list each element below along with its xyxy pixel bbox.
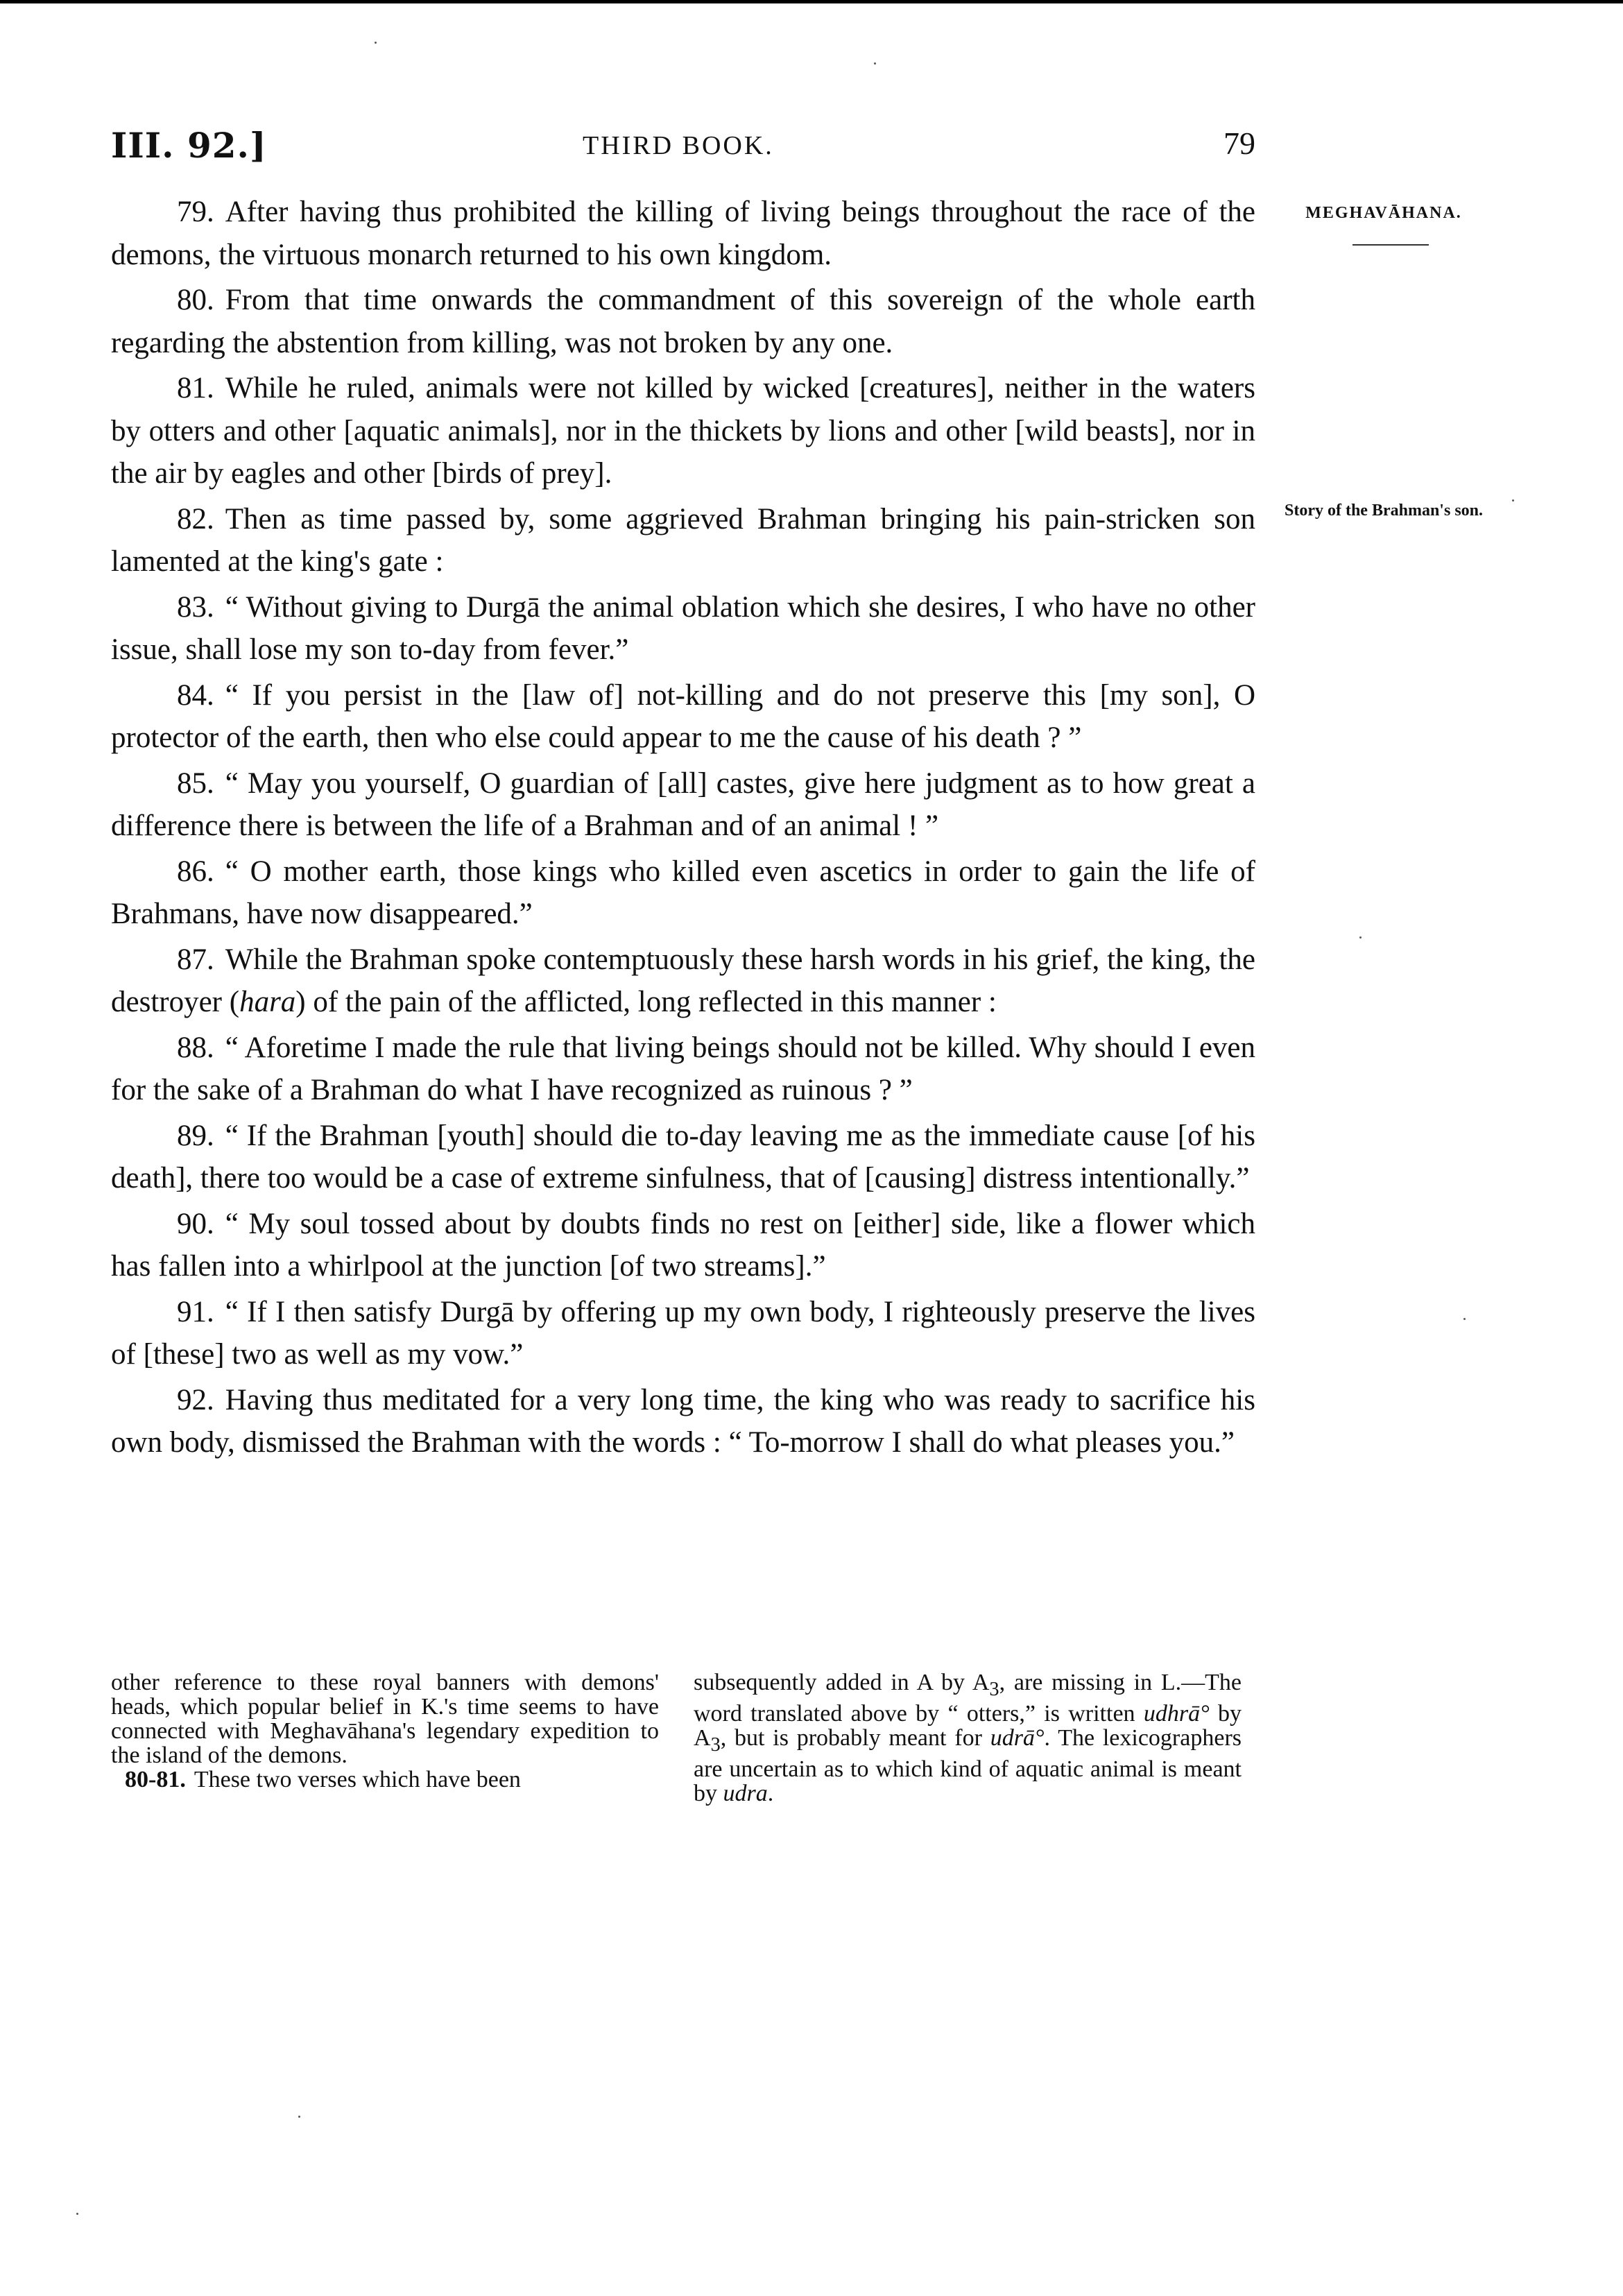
verse-number: 81.	[177, 372, 214, 404]
verse-text-pre: While the Brahman spoke contemptuously these harsh words in his grief, the king, the destroyer (	[111, 943, 1255, 1018]
verse-86	[111, 850, 1255, 936]
verse-text: “ Without giving to Durgā the animal oblation which she desires, I who have no other issue, shall lose my son to-day from fever.”	[111, 590, 1255, 666]
verse-number: 90.	[177, 1207, 214, 1240]
verse-number: 92.	[177, 1383, 214, 1416]
verse-89	[111, 1115, 1255, 1200]
footnote-number: 80-81.	[125, 1767, 186, 1792]
verse-number: 80.	[177, 284, 214, 316]
verse-text: “ My soul tossed about by doubts finds no rest on [either] side, like a flower which has fallen into a whirlpool at the junction [of two streams].”	[111, 1207, 1255, 1283]
verse-number: 82.	[177, 502, 214, 536]
verse-text: “ If you persist in the [law of] not-killing and do not preserve this [my son], O protector of the earth, then who else could appear to me the cause of his death ? ”	[111, 678, 1255, 754]
header-book-title: THIRD BOOK.	[583, 131, 774, 160]
verse-88	[111, 1027, 1255, 1112]
footnote-continuation: other reference to these royal banners with demons' heads, which popular belief in K.'s time seems to have connected with Meghavāhana's legendary expedition to the island of the demons.	[111, 1670, 659, 1768]
scan-speck	[1359, 936, 1362, 939]
verse-text: “ If the Brahman [youth] should die to-day leaving me as the immediate cause [of his death], there too would be a case of extreme sinfulness, that of [causing] distress intentionally.”	[111, 1119, 1255, 1194]
scan-speck	[1512, 499, 1514, 502]
verse-number: 91.	[177, 1295, 214, 1328]
verse-87	[111, 939, 1255, 1024]
scan-speck	[76, 2213, 78, 2215]
scan-speck	[375, 42, 377, 44]
verse-text: While he ruled, animals were not killed by wicked [creatures], neither in the waters by otters and other [aquatic animals], nor in the thickets by lions and other [wild beasts], nor in the air by eagles and other [birds of prey].	[111, 372, 1255, 490]
page-number: 79	[1223, 126, 1255, 161]
margin-note-rule	[1352, 244, 1429, 246]
verse-79	[111, 191, 1255, 276]
scan-speck	[874, 62, 876, 65]
verse-text: Then as time passed by, some aggrieved Brahman bringing his pain-stricken son lamented at the king's gate :	[111, 502, 1255, 578]
verse-85	[111, 762, 1255, 848]
margin-note-meghavahana: MEGHAVĀHANA.	[1305, 204, 1462, 222]
footnote-text: . The lexicographers are uncertain as to which kind of aquatic animal is meant by	[694, 1724, 1242, 1806]
main-text	[111, 191, 1255, 1467]
verse-80	[111, 279, 1255, 364]
footnote-text: , are missing in L.—The word translated above by “ otters,” is written	[694, 1670, 1242, 1727]
top-border-rule	[0, 0, 1623, 3]
scan-speck	[1463, 1318, 1466, 1320]
verse-text: “ If I then satisfy Durgā by offering up my own body, I righteously preserve the lives of [these] two as well as my vow.”	[111, 1295, 1255, 1371]
margin-note-brahman-son: Story of the Brahman's son.	[1284, 502, 1484, 520]
verse-90	[111, 1203, 1255, 1288]
verse-number: 83.	[177, 590, 214, 624]
verse-text: From that time onwards the commandment of this sovereign of the whole earth regarding the abstention from killing, was not broken by any one.	[111, 284, 1255, 359]
verse-number: 89.	[177, 1119, 214, 1152]
footnote-continued-text	[694, 1670, 1242, 1806]
footnote-column-right	[694, 1670, 1242, 1806]
scan-speck	[298, 2116, 300, 2118]
verse-84	[111, 674, 1255, 760]
verse-text-post: ) of the pain of the afflicted, long reflected in this manner :	[295, 986, 997, 1018]
verse-text: After having thus prohibited the killing of living beings throughout the race of the demons, the virtuous monarch returned to his own kingdom.	[111, 196, 1255, 271]
footnote-80-81	[111, 1767, 659, 1792]
verse-81	[111, 367, 1255, 495]
footnote-column-left	[111, 1670, 659, 1792]
verse-number: 88.	[177, 1031, 214, 1064]
italic-term: udrā°	[990, 1724, 1045, 1751]
verse-91	[111, 1291, 1255, 1376]
verse-92	[111, 1379, 1255, 1464]
verse-text-italic: hara	[239, 986, 296, 1018]
footnote-text: These two verses which have been	[194, 1767, 521, 1792]
subscript: 3	[989, 1678, 999, 1700]
italic-term: udra	[723, 1780, 768, 1806]
verse-text: “ Aforetime I made the rule that living beings should not be killed. Why should I even for the sake of a Brahman do what I have recognized as ruinous ? ”	[111, 1031, 1255, 1106]
verse-number: 86.	[177, 855, 214, 888]
verse-number: 85.	[177, 766, 214, 800]
subscript: 3	[710, 1733, 721, 1756]
footnote-text: by A	[694, 1700, 1242, 1751]
verse-83	[111, 586, 1255, 671]
verse-text: “ O mother earth, those kings who killed even ascetics in order to gain the life of Brahmans, have now disappeared.”	[111, 855, 1255, 930]
verse-82	[111, 498, 1255, 583]
footnote-text: subsequently added in A by A	[694, 1670, 990, 1695]
header-section-ref: III. 92.]	[111, 125, 267, 166]
italic-term: udhrā°	[1143, 1700, 1210, 1727]
verse-text: Having thus meditated for a very long time, the king who was ready to sacrifice his own body, dismissed the Brahman with the words : “ To-morrow I shall do what pleases you.”	[111, 1383, 1255, 1459]
verse-number: 79.	[177, 196, 214, 228]
footnote-text: , but is probably meant for	[720, 1724, 990, 1751]
verse-number: 84.	[177, 678, 214, 712]
verse-number: 87.	[177, 943, 214, 976]
footnotes	[111, 1670, 1255, 1844]
footnote-text: .	[767, 1780, 774, 1806]
running-header	[111, 125, 1255, 173]
verse-text: “ May you yourself, O guardian of [all] castes, give here judgment as to how great a difference there is between the life of a Brahman and of an animal ! ”	[111, 766, 1255, 842]
